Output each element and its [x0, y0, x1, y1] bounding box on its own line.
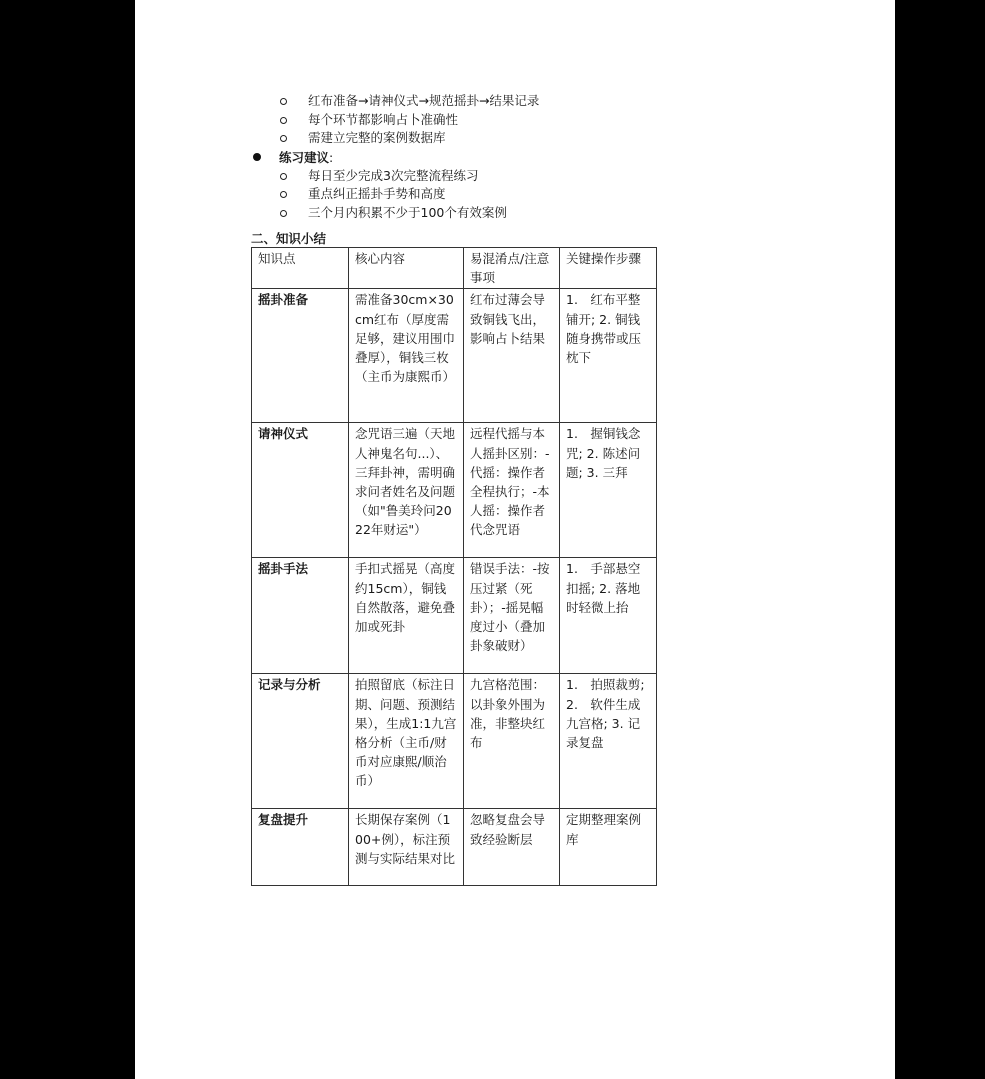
table-cell-steps: 1. 握铜钱念咒; 2. 陈述问题; 3. 三拜	[560, 423, 657, 558]
solid-bullet-icon	[253, 153, 261, 161]
table-cell-steps: 1. 手部悬空扣摇; 2. 落地时轻微上抬	[560, 558, 657, 674]
hollow-bullet-icon	[280, 173, 287, 180]
list-item: 重点纠正摇卦手势和高度	[251, 185, 671, 204]
column-header: 知识点	[252, 248, 349, 289]
table-cell-steps: 1. 红布平整铺开; 2. 铜钱随身携带或压枕下	[560, 289, 657, 423]
table-cell-steps: 定期整理案例库	[560, 809, 657, 886]
hollow-bullet-icon	[280, 98, 287, 105]
section-title: 二、知识小结	[251, 231, 327, 246]
table-cell-point: 摇卦准备	[252, 289, 349, 423]
table-cell-steps: 1. 拍照裁剪; 2. 软件生成九宫格; 3. 记录复盘	[560, 674, 657, 809]
list-item: 每日至少完成3次完整流程练习	[251, 167, 671, 186]
table-cell-confusion: 远程代摇与本人摇卦区别：-代摇：操作者全程执行；-本人摇：操作者代念咒语	[464, 423, 560, 558]
hollow-bullet-icon	[280, 210, 287, 217]
table-header-row	[252, 248, 657, 289]
column-header: 关键操作步骤	[560, 248, 657, 289]
table-cell-confusion: 忽略复盘会导致经验断层	[464, 809, 560, 886]
table-cell-core: 拍照留底（标注日期、问题、预测结果），生成1:1九宫格分析（主币/财币对应康熙/顺治币）	[349, 674, 464, 809]
document-content	[251, 92, 671, 886]
table-cell-confusion: 错误手法：-按压过紧（死卦）；-摇晃幅度过小（叠加卦象破财）	[464, 558, 560, 674]
hollow-bullet-icon	[280, 191, 287, 198]
list-item: 每个环节都影响占卜准确性	[251, 111, 671, 130]
document-page	[135, 0, 895, 1079]
hollow-bullet-icon	[280, 117, 287, 124]
table-cell-core: 手扣式摇晃（高度约15cm），铜钱自然散落，避免叠加或死卦	[349, 558, 464, 674]
hollow-bullet-icon	[280, 135, 287, 142]
table-cell-confusion: 九宫格范围：以卦象外围为准，非整块红布	[464, 674, 560, 809]
list-item: 三个月内积累不少于100个有效案例	[251, 204, 671, 223]
practice-list	[251, 148, 671, 167]
table-cell-point: 记录与分析	[252, 674, 349, 809]
table-cell-confusion: 红布过薄会导致铜钱飞出，影响占卜结果	[464, 289, 560, 423]
table-cell-point: 复盘提升	[252, 809, 349, 886]
list-item: 需建立完整的案例数据库	[251, 129, 671, 148]
practice-heading: 练习建议:	[251, 148, 671, 167]
flow-list	[251, 92, 671, 148]
practice-items	[251, 167, 671, 223]
table-row	[252, 289, 657, 423]
table-cell-core: 长期保存案例（100+例），标注预测与实际结果对比	[349, 809, 464, 886]
table-row	[252, 674, 657, 809]
table-cell-core: 念咒语三遍（天地人神鬼名句...）、三拜卦神，需明确求问者姓名及问题（如"鲁美玲问2022年财运"）	[349, 423, 464, 558]
column-header: 易混淆点/注意事项	[464, 248, 560, 289]
table-row	[252, 809, 657, 886]
table-row	[252, 558, 657, 674]
table-row	[252, 423, 657, 558]
table-cell-point: 摇卦手法	[252, 558, 349, 674]
list-item: 红布准备→请神仪式→规范摇卦→结果记录	[251, 92, 671, 111]
table-cell-core: 需准备30cm×30cm红布（厚度需足够，建议用围巾叠厚），铜钱三枚（主币为康熙币）	[349, 289, 464, 423]
column-header: 核心内容	[349, 248, 464, 289]
table-cell-point: 请神仪式	[252, 423, 349, 558]
knowledge-summary-table	[251, 247, 657, 886]
